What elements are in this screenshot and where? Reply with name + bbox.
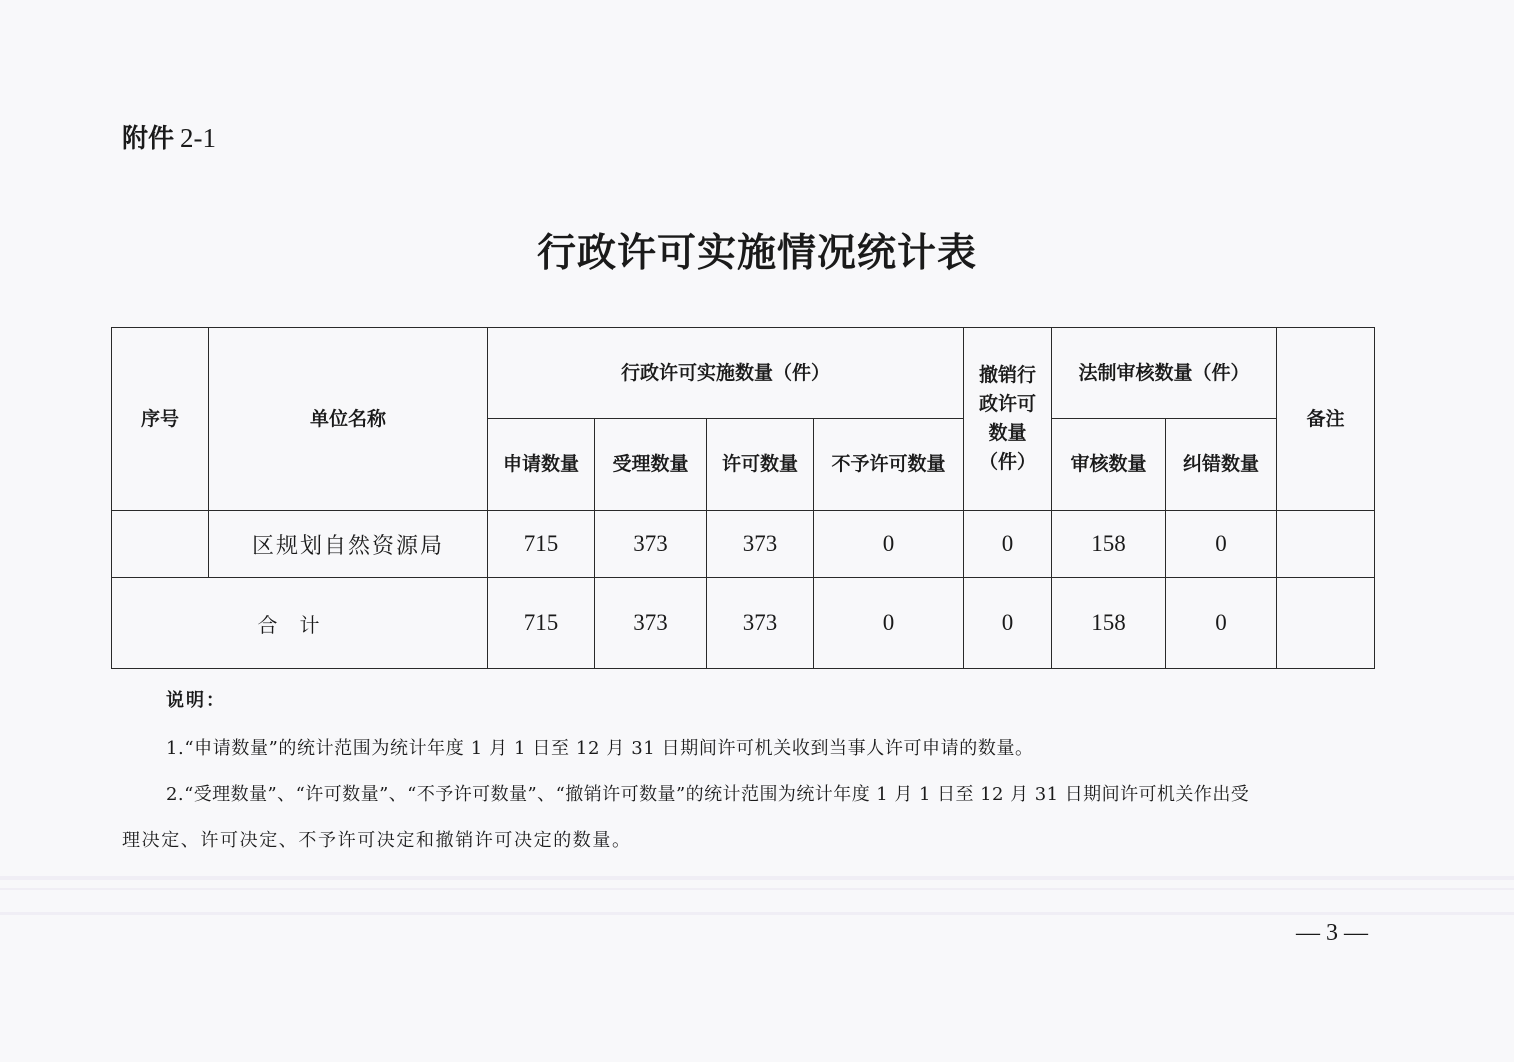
- header-accepted-count: 受理数量: [595, 419, 707, 511]
- attachment-number: 2-1: [180, 123, 217, 153]
- header-correction-count: 纠错数量: [1166, 419, 1277, 511]
- note-item-1: 1.“申请数量”的统计范围为统计年度 1 月 1 日至 12 月 31 日期间许可机关收到当事人许可申请的数量。: [166, 738, 1034, 759]
- cell-review-count: 158: [1052, 511, 1166, 578]
- statistics-table: [111, 327, 1375, 669]
- header-seq: 序号: [112, 328, 209, 511]
- header-implementation-group: 行政许可实施数量（件）: [488, 328, 964, 419]
- cell-correction-count: 0: [1166, 511, 1277, 578]
- header-review-count: 审核数量: [1052, 419, 1166, 511]
- attachment-label: [122, 118, 216, 155]
- header-unit-name: 单位名称: [209, 328, 488, 511]
- scan-artifact-band: [0, 888, 1514, 890]
- header-application-count: 申请数量: [488, 419, 595, 511]
- total-label: 合计: [112, 578, 488, 669]
- attachment-word: 附件: [122, 124, 175, 154]
- total-application-count: 715: [488, 578, 595, 669]
- total-accepted-count: 373: [595, 578, 707, 669]
- page-number: — 3 —: [1296, 920, 1368, 946]
- table-row: [112, 511, 1375, 578]
- total-denied-count: 0: [814, 578, 964, 669]
- cell-permitted-count: 373: [707, 511, 814, 578]
- total-correction-count: 0: [1166, 578, 1277, 669]
- total-review-count: 158: [1052, 578, 1166, 669]
- header-denied-count: 不予许可数量: [814, 419, 964, 511]
- cell-unit-name: 区规划自然资源局: [209, 511, 488, 578]
- header-permitted-count: 许可数量: [707, 419, 814, 511]
- total-row: [112, 578, 1375, 669]
- header-remarks: 备注: [1277, 328, 1375, 511]
- total-remarks: [1277, 578, 1375, 669]
- cell-remarks: [1277, 511, 1375, 578]
- header-legal-review-group: 法制审核数量（件）: [1052, 328, 1277, 419]
- header-revoked-count: 撤销行政许可数量（件）: [964, 328, 1052, 511]
- cell-application-count: 715: [488, 511, 595, 578]
- total-revoked-count: 0: [964, 578, 1052, 669]
- cell-accepted-count: 373: [595, 511, 707, 578]
- note-item-2-line-2: 理决定、许可决定、不予许可决定和撤销许可决定的数量。: [122, 830, 632, 851]
- header-row: [112, 328, 1375, 419]
- total-permitted-count: 373: [707, 578, 814, 669]
- scan-artifact-band: [0, 912, 1514, 915]
- cell-seq: [112, 511, 209, 578]
- note-item-2-line-1: 2.“受理数量”、“许可数量”、“不予许可数量”、“撤销许可数量”的统计范围为统计年度 1 月 1 日至 12 月 31 日期间许可机关作出受: [166, 784, 1250, 805]
- cell-revoked-count: 0: [964, 511, 1052, 578]
- document-title: 行政许可实施情况统计表: [536, 230, 977, 276]
- cell-denied-count: 0: [814, 511, 964, 578]
- scan-artifact-band: [0, 876, 1514, 880]
- notes-title: 说明：: [166, 690, 226, 711]
